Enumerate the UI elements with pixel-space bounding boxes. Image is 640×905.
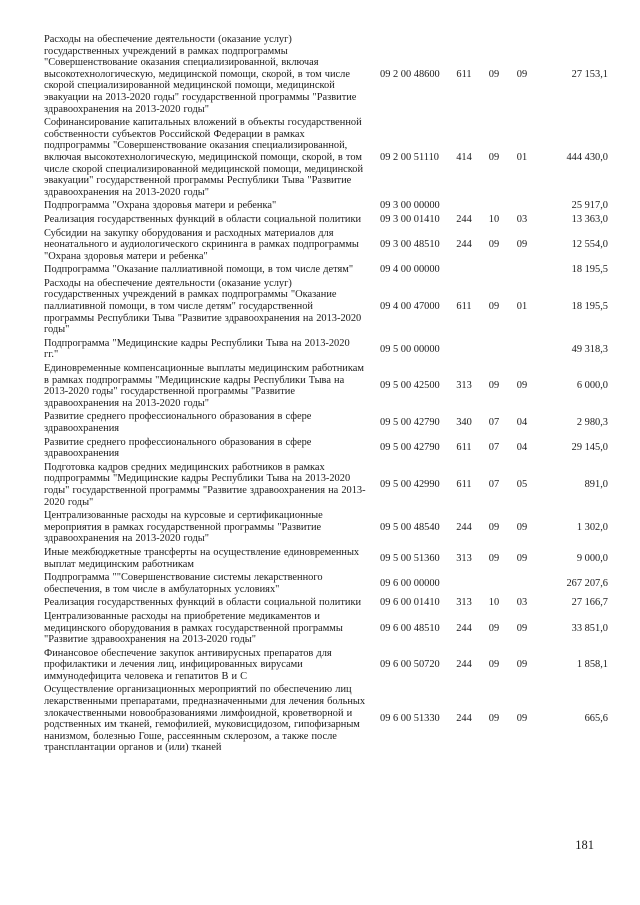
row-subsection-code: 09	[516, 713, 528, 725]
row-expense-type-code: 244	[456, 659, 472, 671]
row-amount: 267 207,6	[566, 577, 608, 589]
row-description: Расходы на обеспечение деятельности (оказание услуг) государственных учреждений в рамках подпрограммы "Оказание паллиативной помощи, в том числе детям" государственной программы Республики Тыва "Развитие здравоохранения на 2013-2020 годы"	[44, 277, 362, 336]
row-subsection-code: 09	[516, 659, 528, 671]
table-row	[44, 510, 608, 545]
row-budget-code: 09 6 00 00000	[380, 577, 440, 589]
row-section-code: 07	[488, 417, 500, 429]
table-row	[44, 278, 608, 336]
row-expense-type-code: 244	[456, 622, 472, 634]
row-budget-code: 09 5 00 42790	[380, 417, 440, 429]
row-expense-type-code: 313	[456, 597, 472, 609]
row-section-code: 09	[488, 552, 500, 564]
row-description: Централизованные расходы на приобретение медикаментов и медицинского оборудования в рамках государственной программы "Развитие здравоохранения на 2013-2020 годы"	[44, 610, 343, 646]
row-section-code: 10	[488, 597, 500, 609]
row-budget-code: 09 3 00 48510	[380, 239, 440, 251]
row-amount: 1 302,0	[576, 521, 608, 533]
table-row	[44, 338, 608, 361]
table-row	[44, 34, 608, 115]
row-budget-code: 09 6 00 01410	[380, 597, 440, 609]
table-row	[44, 684, 608, 754]
row-amount: 6 000,0	[576, 380, 608, 392]
row-expense-type-code: 414	[456, 151, 472, 163]
row-amount: 27 153,1	[571, 68, 608, 80]
row-subsection-code: 09	[516, 622, 528, 634]
row-section-code: 09	[488, 151, 500, 163]
row-expense-type-code: 244	[456, 239, 472, 251]
row-expense-type-code: 611	[456, 68, 472, 80]
row-budget-code: 09 5 00 42790	[380, 442, 440, 454]
row-budget-code: 09 5 00 42500	[380, 380, 440, 392]
row-budget-code: 09 4 00 00000	[380, 264, 440, 276]
row-amount: 25 917,0	[571, 200, 608, 212]
row-expense-type-code: 244	[456, 521, 472, 533]
row-description: Софинансирование капитальных вложений в объекты государственной собственности субъектов Российской Федерации в рамках подпрограммы "Совершенствование оказания специализированной, включая высокотехнологическую, медицинской помощи, скорой, в том числе скорой специализированной медицинской помощи, медицинской эвакуации" государственной программы Республики Тыва "Развитие здравоохранения на 2013-2020 годы"	[44, 117, 364, 198]
table-row	[44, 437, 608, 460]
row-description: Финансовое обеспечение закупок антивирусных препаратов для профилактики и лечения лиц, инфицированных вирусами иммунодефицита человека и гепатитов В и С	[44, 647, 332, 682]
row-description: Подготовка кадров средних медицинских работников в рамках подпрограммы "Медицинские кадры Республики Тыва на 2013-2020 годы" государственной программы "Развитие здравоохранения на 2013-2020 годы"	[44, 461, 366, 508]
row-subsection-code: 04	[516, 417, 528, 429]
row-amount: 18 195,5	[571, 301, 608, 313]
row-subsection-code: 09	[516, 239, 528, 251]
row-amount: 29 145,0	[571, 442, 608, 454]
row-section-code: 09	[488, 521, 500, 533]
row-amount: 444 430,0	[566, 151, 608, 163]
row-description: Реализация государственных функций в области социальной политики	[44, 597, 362, 609]
row-description: Развитие среднего профессионального образования в сфере здравоохранения	[44, 436, 312, 460]
row-budget-code: 09 6 00 51330	[380, 713, 440, 725]
table-row	[44, 200, 608, 212]
row-budget-code: 09 3 00 01410	[380, 213, 440, 225]
row-amount: 18 195,5	[571, 264, 608, 276]
row-description: Субсидии на закупку оборудования и расходных материалов для неонатального и аудиологического скрининга в рамках подпрограммы "Охрана здоровья матери и ребенка"	[44, 227, 359, 262]
row-description: Расходы на обеспечение деятельности (оказание услуг) государственных учреждений в рамках подпрограммы "Совершенствование оказания специализированной, включая высокотехнологическую, медицинской помощи, скорой, в том числе скорой специализированной медицинской помощи, медицинской эвакуации на 2013-2020 годы" государственной программы "Развитие здравоохранения на 2013-2020 годы"	[44, 34, 357, 115]
row-budget-code: 09 5 00 00000	[380, 343, 440, 355]
row-subsection-code: 09	[516, 521, 528, 533]
row-budget-code: 09 4 00 47000	[380, 301, 440, 313]
row-description: Реализация государственных функций в области социальной политики	[44, 213, 362, 225]
row-subsection-code: 01	[516, 301, 528, 313]
row-subsection-code: 09	[516, 552, 528, 564]
row-expense-type-code: 244	[456, 213, 472, 225]
row-budget-code: 09 5 00 51360	[380, 552, 440, 564]
row-amount: 13 363,0	[571, 213, 608, 225]
row-expense-type-code: 340	[456, 417, 472, 429]
table-row	[44, 611, 608, 646]
row-amount: 2 980,3	[576, 417, 608, 429]
table-row	[44, 228, 608, 263]
table-row	[44, 597, 608, 609]
row-amount: 1 858,1	[576, 659, 608, 671]
row-amount: 9 000,0	[576, 552, 608, 564]
table-row	[44, 462, 608, 508]
row-budget-code: 09 5 00 48540	[380, 521, 440, 533]
row-description: Подпрограмма "Оказание паллиативной помощи, в том числе детям"	[44, 264, 354, 276]
row-expense-type-code: 611	[456, 301, 472, 313]
row-budget-code: 09 2 00 48600	[380, 68, 440, 80]
row-subsection-code: 03	[516, 213, 528, 225]
table-row	[44, 572, 608, 595]
budget-table	[44, 34, 608, 756]
row-amount: 33 851,0	[571, 622, 608, 634]
row-subsection-code: 09	[516, 68, 528, 80]
row-section-code: 09	[488, 622, 500, 634]
row-description: Развитие среднего профессионального образования в сфере здравоохранения	[44, 411, 312, 434]
row-amount: 49 318,3	[571, 343, 608, 355]
row-expense-type-code: 244	[456, 713, 472, 725]
table-row	[44, 547, 608, 570]
row-description: Осуществление организационных мероприятий по обеспечению лиц лекарственными препаратами, предназначенными для лечения больных злокачественными новообразованиями лимфоидной, кроветворной и родственных им тканей, гемофилией, муковисцидозом, гипофизарным нанизмом, болезнью Гоше, рассеянным склерозом, а также после трансплантации органов и (или) тканей	[44, 684, 366, 754]
row-subsection-code: 05	[516, 479, 528, 491]
row-section-code: 07	[488, 479, 500, 491]
row-amount: 891,0	[584, 479, 608, 491]
row-section-code: 09	[488, 713, 500, 725]
row-subsection-code: 01	[516, 151, 528, 163]
table-row	[44, 264, 608, 276]
row-amount: 27 166,7	[571, 597, 608, 609]
row-section-code: 09	[488, 301, 500, 313]
row-budget-code: 09 5 00 42990	[380, 479, 440, 491]
row-budget-code: 09 6 00 50720	[380, 659, 440, 671]
table-row	[44, 117, 608, 198]
row-amount: 12 554,0	[571, 239, 608, 251]
row-description: Единовременные компенсационные выплаты медицинским работникам в рамках подпрограммы "Медицинские кадры Республики Тыва на 2013-2020 годы" государственной программы "Развитие здравоохранения на 2013-2020 годы"	[44, 363, 364, 409]
row-section-code: 09	[488, 68, 500, 80]
table-row	[44, 363, 608, 409]
row-expense-type-code: 313	[456, 380, 472, 392]
table-row	[44, 648, 608, 683]
row-description: Централизованные расходы на курсовые и сертификационные мероприятия в рамках государственной программы "Развитие здравоохранения на 2013-2020 годы"	[44, 510, 323, 545]
row-expense-type-code: 611	[456, 442, 472, 454]
row-section-code: 07	[488, 442, 500, 454]
table-row	[44, 411, 608, 434]
table-row	[44, 214, 608, 226]
row-section-code: 09	[488, 380, 500, 392]
row-section-code: 10	[488, 213, 500, 225]
row-section-code: 09	[488, 659, 500, 671]
row-description: Подпрограмма ""Совершенствование системы лекарственного обеспечения, в том числе в амбулаторных условиях"	[44, 572, 323, 595]
row-amount: 665,6	[584, 713, 608, 725]
row-budget-code: 09 6 00 48510	[380, 622, 440, 634]
row-description: Подпрограмма "Охрана здоровья матери и ребенка"	[44, 200, 277, 212]
row-description: Иные межбюджетные трансферты на осуществление единовременных выплат медицинским работникам	[44, 546, 360, 570]
row-budget-code: 09 2 00 51110	[380, 151, 439, 163]
row-subsection-code: 09	[516, 380, 528, 392]
row-expense-type-code: 313	[456, 552, 472, 564]
row-subsection-code: 04	[516, 442, 528, 454]
row-budget-code: 09 3 00 00000	[380, 200, 440, 212]
row-expense-type-code: 611	[456, 479, 472, 491]
row-description: Подпрограмма "Медицинские кадры Республики Тыва на 2013-2020 гг."	[44, 337, 350, 361]
row-section-code: 09	[488, 239, 500, 251]
row-subsection-code: 03	[516, 597, 528, 609]
page-number: 181	[575, 838, 594, 852]
